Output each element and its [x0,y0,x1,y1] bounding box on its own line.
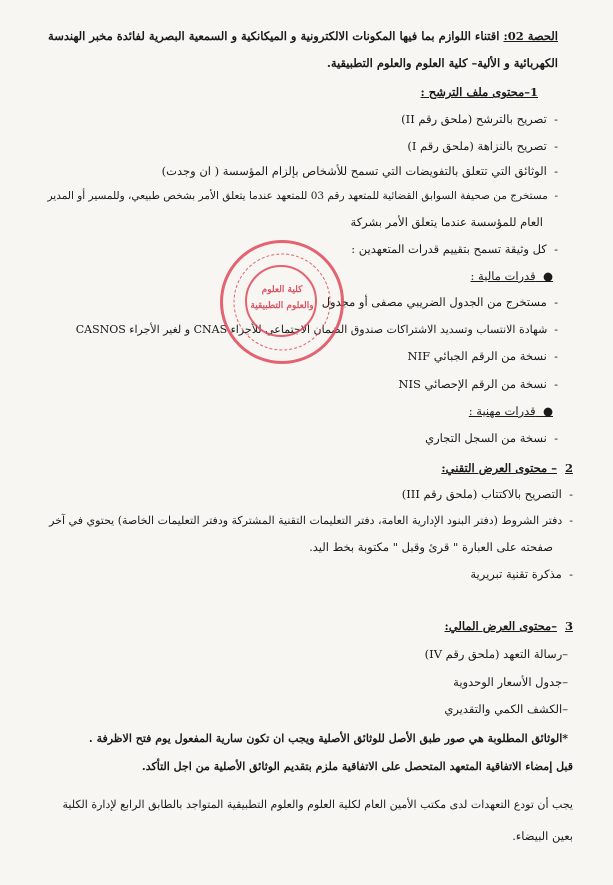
section2-item-continued: صفحته على العبارة " قرئ وقبل " مكتوبة بخط اليد. [309,540,553,554]
section3-item: –الكشف الكمي والتقديري [444,702,568,716]
financial-item: - شهادة الانتساب وتسديد الاشتراكات صندوق الضمان الاجتماعي للأجراء CNAS و لغير الأجراء CASNOS [75,323,558,336]
professional-title: ● قدرات مهنية : [468,404,553,418]
section1-item: - الوثائق التي تتعلق بالتفويضات التي تسمح للأشخاص بإلزام المؤسسة ( ان وجدت) [161,164,558,178]
faculty-stamp [220,240,344,364]
financial-item: - نسخة من الرقم الإحصائي NIS [398,377,558,391]
note-agreement: قبل إمضاء الاتفاقية المتعهد المتحصل على الاتفاقية ملزم بتقديم الوثائق الأصلية من اجل التأكد. [141,760,573,773]
stamp-text-line2: والعلوم التطبيقية [250,301,314,311]
session-text: اقتناء اللوازم بما فيها المكونات الالكترونية و الميكانكية و السمعية البصرية لفائدة مخبر الهندسة [48,29,500,43]
section1-item: - تصريح بالنزاهة (ملحق رقم I) [407,139,558,153]
section2-item: - دفتر الشروط (دفتر البنود الإدارية العامة، دفتر التعليمات التقنية المشتركة ودفتر التعليمات الخاصة) يحتوي في آخر [49,514,573,527]
section1-title: 1–محتوى ملف الترشح : [420,85,538,99]
section1-item: - تصريح بالترشح (ملحق رقم II) [401,112,558,126]
section1-item: - كل وثيقة تسمح بتقييم قدرات المتعهدين : [351,242,558,256]
section3-item: –جدول الأسعار الوحدوية [453,675,568,689]
section2-title: 2 – محتوى العرض التقني: [441,461,573,475]
professional-item: - نسخة من السجل التجاري [425,431,558,445]
financial-item: - مستخرج من الجدول الضريبي مصفى أو مجدول [321,295,558,309]
section2-item: - التصريح بالاكتتاب (ملحق رقم III) [401,487,573,501]
section3-item: –رسالة التعهد (ملحق رقم IV) [424,647,568,661]
section1-item: - مستخرج من صحيفة السوابق القضائية للمتعهد رقم 03 للمتعهد عندما يتعلق الأمر بشخص طبيعي، وللمسير أو المدير [47,190,558,202]
session-label: الحصة 02: [503,29,558,43]
section3-number: 3 [564,619,573,633]
financial-item: - نسخة من الرقم الجبائي NIF [407,349,558,363]
section2-item: - مذكرة تقنية تبريرية [470,567,573,581]
session-line2: الكهربائية و الألية– كلية العلوم والعلوم التطبيقية. [326,56,558,70]
footer-deposit: يجب أن تودع التعهدات لدى مكتب الأمين العام لكلية العلوم والعلوم التطبيقية المتواجد بالطابق الرابع لإدارة الكلية [62,798,573,811]
stamp-text-line1: كلية العلوم [261,285,303,295]
session-heading [48,30,558,44]
section1-item-continued: العام للمؤسسة عندما يتعلق الأمر بشركة [350,215,543,229]
note-original-documents: *الوثائق المطلوبة هي صور طبق الأصل للوثائق الأصلية ويجب ان تكون سارية المفعول يوم فتح الاظرفة . [88,732,568,745]
financial-title: ● قدرات مالية : [470,269,553,283]
footer-deposit-continued: بعين البيضاء. [512,829,573,843]
section3-title: 3 –محتوى العرض المالي: [444,619,573,633]
section2-number: 2 [564,461,573,475]
